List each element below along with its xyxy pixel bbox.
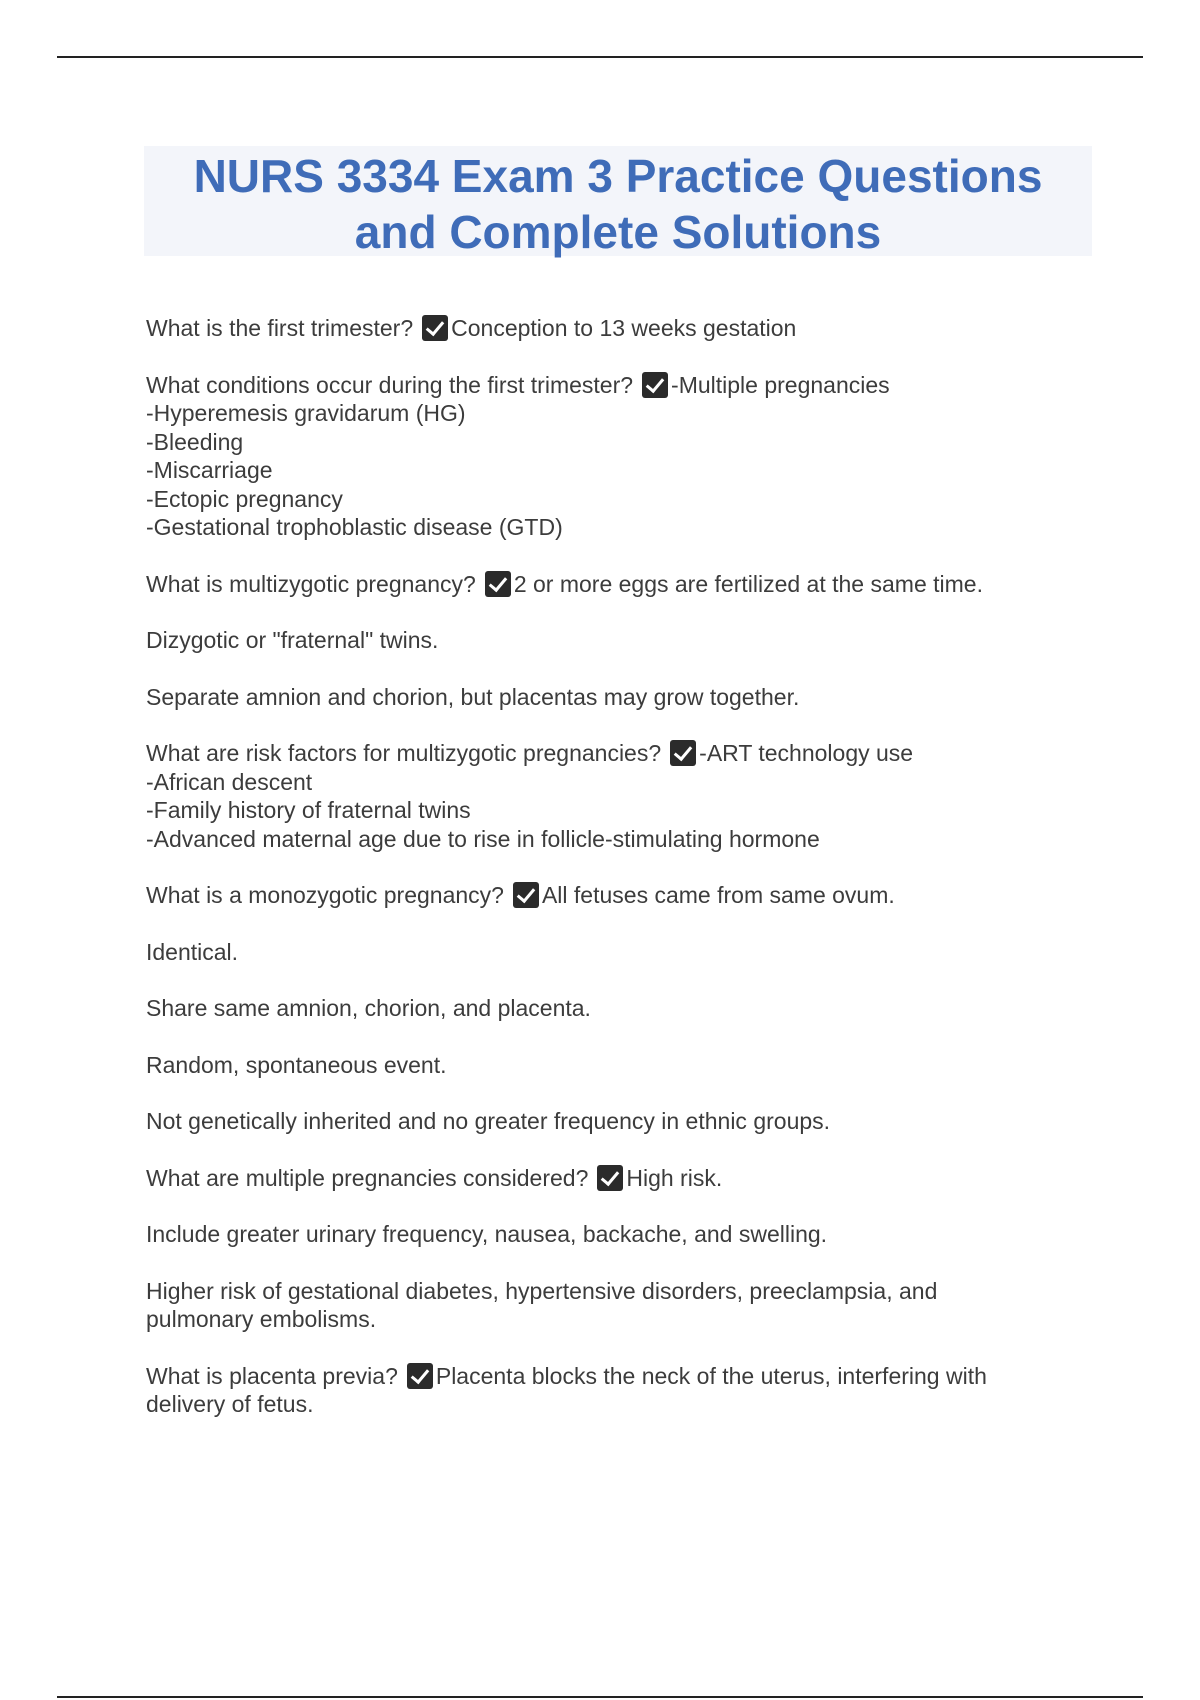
answer-note: Identical.: [146, 938, 239, 965]
answer-line: -ART technology use: [699, 740, 914, 766]
qa-item-multizygotic-risk-factors: [146, 739, 1106, 853]
title-line-1: NURS 3334 Exam 3 Practice Questions: [193, 150, 1043, 202]
qa-item-first-trimester: [146, 314, 1106, 343]
question-text: What is placenta previa?: [146, 1362, 398, 1389]
check-box-icon: [422, 315, 448, 341]
answer-line: -Ectopic pregnancy: [146, 485, 343, 512]
answer-note: Not genetically inherited and no greater frequency in ethnic groups.: [146, 1108, 831, 1134]
document-title: [144, 146, 1092, 260]
question-text: What is a monozygotic pregnancy?: [146, 882, 504, 908]
check-box-icon: [407, 1363, 433, 1389]
title-line-2: and Complete Solutions: [354, 206, 882, 258]
check-box-icon: [670, 740, 696, 766]
answer-note: Separate amnion and chorion, but placentas may grow together.: [146, 683, 800, 710]
answer-text: All fetuses came from same ovum.: [541, 882, 895, 908]
qa-item-placenta-previa: [146, 1362, 1046, 1419]
answer-note: Random, spontaneous event.: [146, 1051, 447, 1078]
question-text: What are risk factors for multizygotic pregnancies?: [146, 740, 662, 766]
question-text: What is multizygotic pregnancy?: [146, 570, 476, 597]
answer-line: -Gestational trophoblastic disease (GTD): [146, 514, 563, 540]
question-text: What is the first trimester?: [146, 315, 414, 341]
check-box-icon: [597, 1165, 623, 1191]
answer-text: Conception to 13 weeks gestation: [451, 315, 797, 341]
answer-text: 2 or more eggs are fertilized at the same time.: [513, 570, 983, 597]
qa-content: [146, 314, 1106, 1447]
answer-line: -African descent: [146, 768, 313, 795]
answer-line: -Family history of fraternal twins: [146, 797, 471, 823]
answer-note: Dizygotic or "fraternal" twins.: [146, 627, 439, 653]
answer-line: -Miscarriage: [146, 457, 273, 483]
qa-item-multiple-pregnancies: [146, 1164, 1106, 1193]
answer-note: Share same amnion, chorion, and placenta.: [146, 995, 591, 1021]
question-text: What conditions occur during the first trimester?: [146, 371, 634, 398]
question-text: What are multiple pregnancies considered?: [146, 1164, 589, 1191]
check-box-icon: [513, 882, 539, 908]
bottom-rule: [57, 1696, 1143, 1698]
answer-text: Placenta blocks the neck of the uterus, interfering with delivery of fetus.: [146, 1362, 987, 1417]
qa-item-first-trimester-conditions: [146, 371, 1106, 542]
answer-line: -Multiple pregnancies: [671, 371, 890, 398]
check-box-icon: [485, 571, 511, 597]
top-rule: [57, 56, 1143, 58]
answer-line: -Advanced maternal age due to rise in follicle-stimulating hormone: [146, 825, 820, 852]
answer-note: Higher risk of gestational diabetes, hypertensive disorders, preeclampsia, and pulmonary embolisms.: [146, 1277, 938, 1332]
answer-line: -Bleeding: [146, 428, 244, 455]
title-banner: [144, 146, 1092, 256]
check-box-icon: [642, 372, 668, 398]
answer-line: -Hyperemesis gravidarum (HG): [146, 400, 466, 426]
answer-text: High risk.: [626, 1164, 723, 1191]
qa-item-multizygotic: [146, 570, 1106, 599]
answer-note: Include greater urinary frequency, nausea, backache, and swelling.: [146, 1221, 828, 1247]
qa-item-monozygotic: [146, 881, 1106, 910]
